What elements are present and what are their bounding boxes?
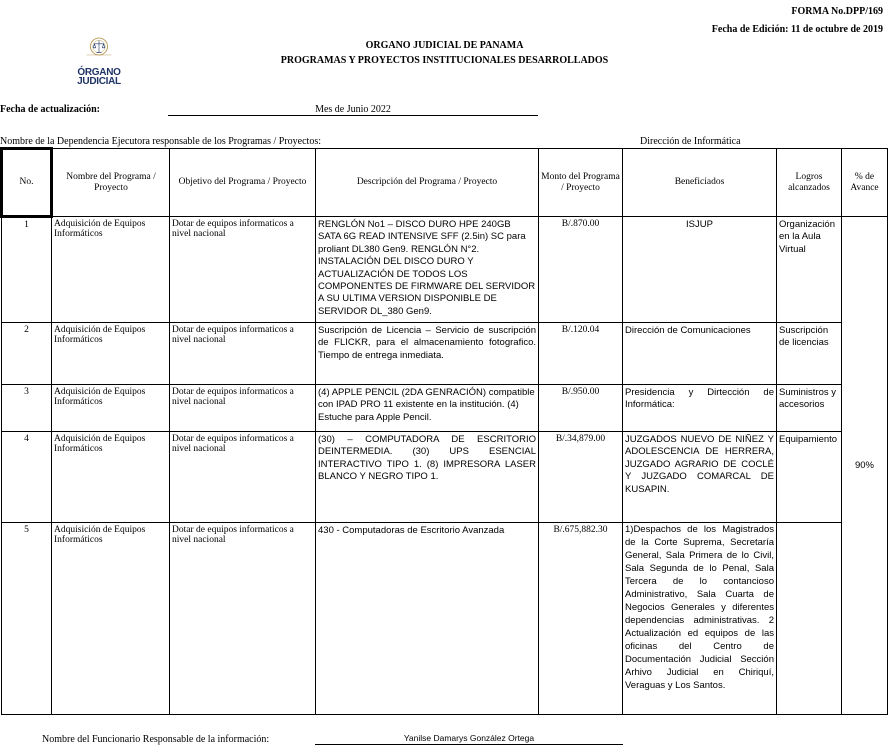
row-objective: Dotar de equipos informaticos a nivel nacional: [170, 432, 316, 523]
row-achievements: Organización en la Aula Virtual: [777, 217, 842, 323]
logo-text-line2: JUDICIAL: [77, 76, 121, 87]
page-subtitle: PROGRAMAS Y PROYECTOS INSTITUCIONALES DESARROLLADOS: [280, 55, 609, 66]
row-description: (4) APPLE PENCIL (2DA GENRACIÓN) compatible con IPAD PRO 11 existente en la institución. (4) Estuche para Apple Pencil.: [316, 385, 539, 432]
table-row: [2, 323, 888, 385]
header-progress: % de Avance: [842, 149, 888, 217]
update-label: Fecha de actualización:: [0, 104, 100, 115]
responsible-value: Yanilse Damarys González Ortega: [403, 733, 535, 743]
header-program: Nombre del Programa / Proyecto: [52, 149, 170, 217]
edition-date: Fecha de Edición: 11 de octubre de 2019: [711, 24, 883, 35]
row-no: 2: [2, 323, 52, 385]
row-achievements: Equipamiento: [777, 432, 842, 523]
header-objective: Objetivo del Programa / Proyecto: [170, 149, 316, 217]
row-objective: Dotar de equipos informaticos a nivel nacional: [170, 523, 316, 715]
responsible-field: [315, 733, 623, 745]
row-description: RENGLÓN No1 – DISCO DURO HPE 240GB SATA 6G READ INTENSIVE SFF (2.5in) SC para proliant DL380 Gen9. RENGLÓN N°2. INSTALACIÓN DEL DISCO DURO Y ACTUALIZACIÓN DE TODOS LOS COMPONENTES DE FIRMWARE DEL SERVIDOR A SU ULTIMA VERSION DISPONIBLE DE SERVIDOR DL_380 Gen9.: [316, 217, 539, 323]
dependency-value: Dirección de Informática: [640, 136, 741, 147]
update-value: Mes de Junio 2022: [315, 104, 391, 115]
programs-table: [0, 147, 888, 715]
responsible-label: Nombre del Funcionario Responsable de la información:: [42, 734, 270, 745]
progress-value: 90%: [842, 217, 888, 715]
row-amount: B/.34,879.00: [539, 432, 623, 523]
row-program: Adquisición de Equipos Informáticos: [52, 523, 170, 715]
table-header-row: [2, 149, 888, 217]
header-no: No.: [2, 149, 52, 217]
header-achievements: Logros alcanzados: [777, 149, 842, 217]
form-number: FORMA No.DPP/169: [791, 6, 883, 17]
row-beneficiaries: Presidencia y Dirtección de Informática:: [623, 385, 777, 432]
table-row: [2, 432, 888, 523]
table-row: [2, 217, 888, 323]
logo-text: [68, 68, 130, 86]
dependency-label: Nombre de la Dependencia Ejecutora responsable de los Programas / Proyectos:: [0, 136, 322, 147]
row-description: (30) – COMPUTADORA DE ESCRITORIO DEINTERMEDIA. (30) UPS ESENCIAL INTERACTIVO TIPO 1. (8) IMPRESORA LASER BLANCO Y NEGRO TIPO 1.: [316, 432, 539, 523]
organo-judicial-logo-icon: [70, 36, 128, 70]
row-achievements: Suministros y accesorios: [777, 385, 842, 432]
page-title: ORGANO JUDICIAL DE PANAMA: [365, 40, 524, 51]
row-amount: B/.870.00: [539, 217, 623, 323]
row-objective: Dotar de equipos informaticos a nivel nacional: [170, 217, 316, 323]
logo-text-line1: ÓRGANO: [77, 67, 121, 78]
row-objective: Dotar de equipos informaticos a nivel nacional: [170, 385, 316, 432]
row-amount: B/.120.04: [539, 323, 623, 385]
row-program: Adquisición de Equipos Informáticos: [52, 323, 170, 385]
table-row: [2, 523, 888, 715]
row-no: 1: [2, 217, 52, 323]
row-beneficiaries: Dirección de Comunicaciones: [623, 323, 777, 385]
row-achievements: [777, 523, 842, 715]
row-beneficiaries-text: 1)Despachos de los Magistrados de la Corte Suprema, Secretaría General, Sala Primera de lo Civil, Sala Segunda de lo Penal, Sala Tercera de lo contancioso Administrativo, Sala Cuarta de Negocios Generales y diferentes dependencias administrativas. 2 Actualización ed equipos de las oficinas del Centro de Documentación Judicial Sección Arhivo Judicial en Chiriquí, Veraguas y Los Santos.: [625, 524, 774, 691]
row-achievements: Suscripción de licencias: [777, 323, 842, 385]
header-description: Descripción del Programa / Proyecto: [316, 149, 539, 217]
row-beneficiaries: JUZGADOS NUEVO DE NIÑEZ Y ADOLESCENCIA DE HERRERA, JUZGADO AGRARIO DE COCLÉ Y JUZGADO COMARCAL DE KUSAPIN.: [623, 432, 777, 523]
row-description: 430 - Computadoras de Escritorio Avanzada: [316, 523, 539, 715]
header-amount: Monto del Programa / Proyecto: [539, 149, 623, 217]
row-beneficiaries: ISJUP: [623, 217, 777, 323]
row-amount: B/.950.00: [539, 385, 623, 432]
row-objective: Dotar de equipos informaticos a nivel nacional: [170, 323, 316, 385]
row-amount: B/.675,882.30: [539, 523, 623, 715]
row-program: Adquisición de Equipos Informáticos: [52, 217, 170, 323]
row-description: Suscripción de Licencia – Servicio de suscripción de FLICKR, para el almacenamiento fotografico. Tiempo de entrega inmediata.: [316, 323, 539, 385]
row-program: Adquisición de Equipos Informáticos: [52, 432, 170, 523]
table-row: [2, 385, 888, 432]
row-beneficiaries: [623, 523, 777, 715]
row-no: 3: [2, 385, 52, 432]
row-program: Adquisición de Equipos Informáticos: [52, 385, 170, 432]
header-beneficiaries: Beneficiados: [623, 149, 777, 217]
row-no: 5: [2, 523, 52, 715]
update-field: [168, 104, 538, 116]
row-no: 4: [2, 432, 52, 523]
